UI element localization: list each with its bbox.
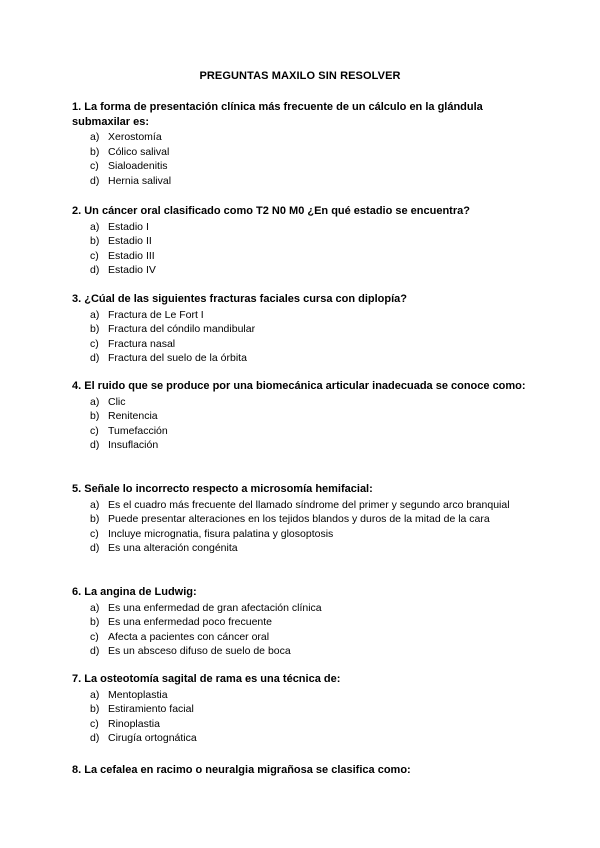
option-d <box>72 351 532 366</box>
option-a <box>72 220 532 235</box>
question-text: 7. La osteotomía sagital de rama es una técnica de: <box>72 673 341 685</box>
option-letter: a) <box>90 688 100 701</box>
option-letter: c) <box>90 717 99 730</box>
option-letter: a) <box>90 395 100 408</box>
question-4 <box>72 379 532 453</box>
option-d <box>72 644 532 659</box>
option-letter: b) <box>90 703 100 716</box>
option-text: Fractura del suelo de la órbita <box>108 352 247 365</box>
option-text: Xerostomía <box>108 131 162 143</box>
option-b <box>72 145 532 160</box>
option-d <box>72 263 532 278</box>
option-list <box>72 220 532 278</box>
option-c <box>72 527 532 542</box>
question-text: 4. El ruido que se produce por una biomecánica articular inadecuada se conoce como: <box>72 380 526 392</box>
option-list <box>72 308 532 366</box>
option-letter: b) <box>90 513 100 526</box>
option-letter: a) <box>90 131 100 143</box>
option-letter: b) <box>90 410 100 423</box>
option-text: Fractura de Le Fort I <box>108 308 204 321</box>
option-text: Estadio III <box>108 249 155 262</box>
question-6 <box>72 585 532 659</box>
option-d <box>72 174 532 189</box>
option-letter: d) <box>90 542 100 555</box>
option-text: Tumefacción <box>108 424 168 437</box>
option-text: Hernia salival <box>108 174 172 187</box>
option-letter: b) <box>90 145 100 158</box>
question-text: 5. Señale lo incorrecto respecto a microsomía hemifacial: <box>72 483 373 495</box>
option-text: Insuflación <box>108 439 159 452</box>
option-text: Afecta a pacientes con cáncer oral <box>108 630 270 643</box>
option-letter: c) <box>90 249 99 262</box>
option-letter: b) <box>90 323 100 336</box>
option-text: Es un absceso difuso de suelo de boca <box>108 645 291 658</box>
option-text: Puede presentar alteraciones en los tejidos blandos y duros de la mitad de la cara <box>108 513 490 526</box>
option-a <box>72 395 532 410</box>
option-c <box>72 717 532 732</box>
option-letter: d) <box>90 439 100 452</box>
question-text: 8. La cefalea en racimo o neuralgia migrañosa se clasifica como: <box>72 764 411 776</box>
option-text: Estadio I <box>108 220 149 233</box>
option-letter: c) <box>90 630 99 643</box>
option-b <box>72 702 532 717</box>
option-letter: b) <box>90 616 100 629</box>
option-b <box>72 322 532 337</box>
option-text: Es una alteración congénita <box>108 542 238 555</box>
question-text: 3. ¿Cúal de las siguientes fracturas faciales cursa con diplopía? <box>72 293 408 305</box>
option-text: Es el cuadro más frecuente del llamado síndrome del primer y segundo arco branquial <box>108 498 510 511</box>
option-letter: a) <box>90 498 100 511</box>
option-letter: c) <box>90 337 99 350</box>
option-c <box>72 337 532 352</box>
option-letter: c) <box>90 160 99 173</box>
option-text: Sialoadenitis <box>108 160 168 173</box>
option-text: Clic <box>108 395 126 408</box>
option-text: Es una enfermedad de gran afectación clínica <box>108 601 322 614</box>
option-text: Rinoplastia <box>108 717 160 730</box>
question-text: 1. La forma de presentación clínica más frecuente de un cálculo en la glándula submaxilar es: <box>72 101 483 128</box>
document-title: PREGUNTAS MAXILO SIN RESOLVER <box>199 70 401 82</box>
option-c <box>72 424 532 439</box>
option-c <box>72 630 532 645</box>
option-a <box>72 601 532 616</box>
option-text: Mentoplastia <box>108 688 168 701</box>
option-d <box>72 438 532 453</box>
option-text: Estiramiento facial <box>108 703 194 716</box>
option-list <box>72 130 532 188</box>
option-letter: b) <box>90 235 100 248</box>
option-letter: a) <box>90 601 100 614</box>
option-d <box>72 541 532 556</box>
option-b <box>72 615 532 630</box>
question-3 <box>72 292 532 366</box>
option-letter: c) <box>90 527 99 540</box>
option-letter: d) <box>90 264 100 277</box>
option-letter: a) <box>90 220 100 233</box>
option-text: Renitencia <box>108 410 158 423</box>
option-a <box>72 498 532 513</box>
option-text: Incluye micrognatia, fisura palatina y glosoptosis <box>108 527 334 540</box>
question-text: 2. Un cáncer oral clasificado como T2 N0 M0 ¿En qué estadio se encuentra? <box>72 205 470 217</box>
option-b <box>72 234 532 249</box>
option-c <box>72 249 532 264</box>
option-b <box>72 409 532 424</box>
option-text: Estadio IV <box>108 264 156 277</box>
option-c <box>72 159 532 174</box>
option-a <box>72 688 532 703</box>
option-list <box>72 395 532 453</box>
option-text: Es una enfermedad poco frecuente <box>108 616 273 629</box>
option-a <box>72 130 532 145</box>
option-list <box>72 688 532 746</box>
option-letter: c) <box>90 424 99 437</box>
option-letter: d) <box>90 352 100 365</box>
option-text: Fractura nasal <box>108 337 176 350</box>
question-2 <box>72 204 532 278</box>
question-8 <box>72 763 532 779</box>
option-text: Estadio II <box>108 235 152 248</box>
option-text: Cirugía ortognática <box>108 732 197 745</box>
option-list <box>72 601 532 659</box>
option-letter: d) <box>90 732 100 745</box>
option-letter: d) <box>90 174 100 187</box>
option-letter: d) <box>90 645 100 658</box>
option-text: Fractura del cóndilo mandibular <box>108 323 256 336</box>
option-a <box>72 308 532 323</box>
question-7 <box>72 672 532 746</box>
option-list <box>72 498 532 556</box>
option-letter: a) <box>90 308 100 321</box>
option-text: Cólico salival <box>108 145 170 158</box>
question-1 <box>72 100 532 188</box>
option-d <box>72 731 532 746</box>
question-text: 6. La angina de Ludwig: <box>72 586 197 598</box>
option-b <box>72 512 532 527</box>
question-5 <box>72 482 532 556</box>
